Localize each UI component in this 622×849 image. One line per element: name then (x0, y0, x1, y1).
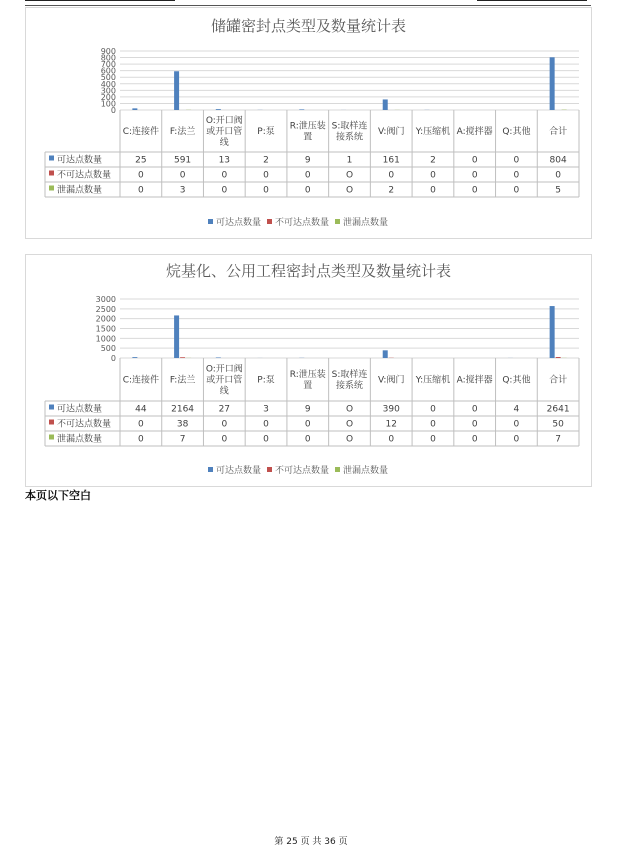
category-label: Q:其他 (502, 127, 531, 137)
category-label: A:搅拌器 (456, 375, 493, 386)
category-label: F:法兰 (169, 375, 196, 386)
y-tick-label: 500 (100, 73, 116, 83)
bar (299, 109, 304, 110)
header-text-fragment-left (25, 0, 175, 1)
table-cell: 0 (430, 185, 436, 196)
table-cell: 27 (218, 404, 231, 415)
bar (180, 357, 185, 358)
bar (550, 306, 555, 358)
table-cell: 0 (263, 170, 269, 181)
table-cell: 3 (179, 185, 186, 196)
series-row-marker (49, 156, 54, 161)
legend-marker (267, 467, 272, 472)
header-text-fragment-right (477, 0, 587, 1)
table-cell: 0 (555, 170, 562, 181)
table-cell: 0 (471, 404, 478, 415)
table-cell: O (345, 185, 354, 196)
table-cell: 0 (137, 434, 144, 445)
bar (174, 71, 179, 110)
table-cell: 0 (221, 434, 228, 445)
table-cell: 0 (179, 170, 186, 181)
table-cell: 0 (304, 434, 311, 445)
table-cell: O (345, 434, 354, 445)
page-header-strip (25, 0, 591, 6)
bar (174, 315, 179, 358)
table-cell: 12 (385, 419, 397, 430)
chart-svg (26, 8, 591, 238)
table-cell: 2164 (171, 404, 195, 415)
page-footer: 第 25 页 共 36 页 (274, 837, 348, 847)
table-cell: 4 (513, 404, 520, 415)
y-tick-label: 700 (100, 60, 116, 70)
table-cell: 0 (263, 434, 269, 445)
chart-alkylation-utility (25, 254, 592, 487)
table-cell: 25 (135, 155, 147, 166)
table-cell: 0 (513, 185, 520, 196)
y-tick-label: 2500 (95, 304, 116, 314)
category-label: 合计 (549, 127, 568, 137)
series-row-name: 不可达点数量 (57, 419, 112, 430)
table-cell: O (345, 170, 354, 181)
series-row-name: 可达点数量 (57, 404, 103, 415)
table-cell: 0 (263, 419, 269, 430)
table-cell: 38 (176, 419, 189, 430)
legend-marker (208, 467, 213, 472)
table-cell: 0 (304, 419, 311, 430)
legend-marker (208, 219, 213, 224)
table-cell: 0 (137, 170, 144, 181)
table-cell: 0 (471, 155, 478, 166)
table-cell: O (345, 419, 354, 430)
bar (216, 109, 221, 110)
y-tick-label: 100 (100, 99, 116, 109)
category-label: Y:压缩机 (415, 127, 451, 137)
chart-title: 储罐密封点类型及数量统计表 (210, 17, 407, 35)
chart-storage-tank (25, 7, 592, 239)
table-cell: 7 (555, 434, 562, 445)
table-cell: 0 (513, 155, 520, 166)
table-cell: 0 (304, 185, 311, 196)
table-cell: 804 (549, 155, 567, 166)
table-cell: 9 (304, 155, 311, 166)
table-cell: 0 (513, 419, 520, 430)
legend-entry: 不可达点数量 (275, 466, 330, 476)
series-row-name: 不可达点数量 (57, 170, 112, 181)
y-tick-label: 900 (100, 47, 116, 56)
category-label: V:阀门 (377, 127, 405, 137)
bar (556, 357, 561, 358)
table-cell: 0 (137, 185, 144, 196)
table-cell: 5 (555, 185, 562, 196)
y-tick-label: 400 (100, 79, 116, 89)
category-label: V:阀门 (377, 375, 405, 386)
bar (216, 357, 221, 358)
legend-entry: 可达点数量 (216, 466, 262, 476)
category-label: C:连接件 (122, 127, 160, 137)
series-row-marker (49, 405, 54, 410)
table-cell: 0 (221, 419, 228, 430)
chart-title: 烷基化、公用工程密封点类型及数量统计表 (165, 262, 452, 280)
table-cell: 0 (471, 434, 478, 445)
table-cell: 0 (304, 170, 311, 181)
table-cell: 0 (471, 170, 478, 181)
series-row-marker (49, 171, 54, 176)
table-cell: 161 (382, 155, 400, 166)
category-label: Q:其他 (502, 375, 531, 386)
table-cell: 9 (304, 404, 311, 415)
y-tick-label: 300 (100, 86, 116, 96)
table-cell: 3 (263, 404, 269, 415)
category-label: R:泄压装置 (289, 121, 326, 143)
category-label: O:开口阀或开口管线 (205, 116, 243, 148)
category-label: S:取样连接系统 (331, 370, 368, 391)
category-label: C:连接件 (122, 375, 160, 386)
y-tick-label: 0 (110, 106, 116, 115)
y-tick-label: 1500 (95, 324, 116, 334)
table-cell: 0 (430, 434, 436, 445)
category-label: S:取样连接系统 (331, 121, 368, 143)
y-tick-label: 600 (100, 66, 116, 76)
table-cell: 13 (218, 155, 231, 166)
category-label: P:泵 (257, 375, 275, 386)
bar (550, 57, 555, 110)
y-tick-label: 200 (100, 92, 116, 102)
table-cell: 7 (179, 434, 186, 445)
legend-entry: 可达点数量 (216, 218, 262, 228)
table-cell: 0 (513, 434, 520, 445)
table-cell: 2 (388, 185, 395, 196)
table-cell: 0 (137, 419, 144, 430)
table-cell: 390 (382, 404, 400, 415)
table-cell: 0 (388, 434, 395, 445)
category-label: R:泄压装置 (289, 370, 326, 391)
y-tick-label: 0 (110, 354, 116, 363)
legend-marker (335, 467, 340, 472)
category-label: O:开口阀或开口管线 (205, 364, 243, 397)
bar (132, 357, 137, 358)
table-cell: 591 (173, 155, 192, 166)
blank-below-note: 本页以下空白 (25, 489, 91, 502)
table-cell: 50 (552, 419, 564, 430)
table-cell: 0 (471, 419, 478, 430)
table-cell: 0 (221, 185, 228, 196)
category-label: A:搅拌器 (456, 127, 493, 137)
chart-svg (26, 255, 591, 486)
y-tick-label: 500 (100, 344, 116, 354)
table-cell: 0 (430, 419, 436, 430)
category-label: P:泵 (257, 127, 275, 137)
table-cell: 2 (430, 155, 436, 166)
y-tick-label: 2000 (95, 314, 116, 324)
legend-entry: 不可达点数量 (275, 218, 330, 228)
legend-marker (335, 219, 340, 224)
bar (383, 350, 388, 358)
table-cell: 0 (471, 185, 478, 196)
y-tick-label: 1000 (95, 334, 116, 344)
table-cell: O (345, 404, 354, 415)
series-row-name: 泄漏点数量 (57, 434, 103, 445)
bar (383, 99, 388, 110)
table-cell: 44 (135, 404, 147, 415)
table-cell: 0 (513, 170, 520, 181)
category-label: 合计 (549, 375, 568, 386)
legend-marker (267, 219, 272, 224)
y-tick-label: 3000 (95, 295, 116, 304)
table-cell: 0 (263, 185, 269, 196)
y-tick-label: 800 (100, 53, 116, 63)
series-row-marker (49, 186, 54, 191)
table-cell: 0 (221, 170, 228, 181)
bar (132, 108, 137, 110)
series-row-name: 泄漏点数量 (57, 185, 103, 196)
table-cell: 2641 (546, 404, 570, 415)
series-row-name: 可达点数量 (57, 155, 103, 166)
table-cell: 0 (388, 170, 395, 181)
table-cell: 0 (430, 404, 436, 415)
table-cell: 0 (430, 170, 436, 181)
legend-entry: 泄漏点数量 (343, 218, 389, 228)
series-row-marker (49, 420, 54, 425)
table-cell: 2 (263, 155, 269, 166)
category-label: F:法兰 (169, 127, 196, 137)
legend-entry: 泄漏点数量 (343, 466, 389, 476)
table-cell: 1 (346, 155, 353, 166)
category-label: Y:压缩机 (415, 375, 451, 386)
series-row-marker (49, 435, 54, 440)
